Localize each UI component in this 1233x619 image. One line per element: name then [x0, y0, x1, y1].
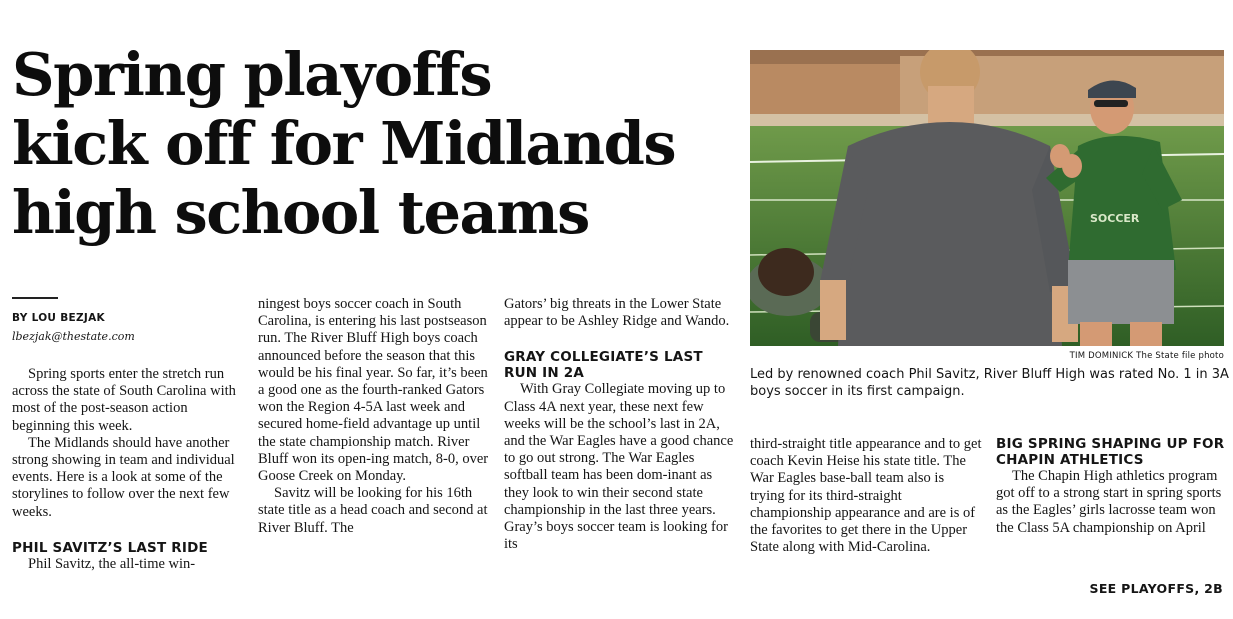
article-column-2 — [258, 296, 490, 537]
headline-line-2: kick off for Midlands — [12, 109, 676, 178]
photo-caption: Led by renowned coach Phil Savitz, River Bluff High was rated No. 1 in 3A boys soccer in its first campaign. — [750, 367, 1229, 399]
subhead-savitz: PHIL SAVITZ’S LAST RIDE — [12, 539, 208, 556]
paragraph: third-straight title appearance and to get coach Kevin Heise his state title. The War Eagles base-ball team also is trying for its third-straight championship appearance and are is of the favorites to get there in the Upper State along with Mid-Carolina. — [750, 436, 982, 556]
photo-credit-source: The State file photo — [1136, 351, 1224, 361]
shirt-text: SOCCER — [1090, 212, 1140, 225]
paragraph: The Chapin High athletics program got off to a strong start in spring sports as the Eagles’ girls lacrosse team won the Class 5A championship on April — [996, 468, 1222, 536]
paragraph: With Gray Collegiate moving up to Class 4A next year, these next few weeks will be the school’s last in 2A, and the War Eagles have a good chance to go out strong. The War Eagles softball team has been dom-inant as they look to win their second state championship in the last three years. Gray’s boys soccer team is looking for its — [504, 381, 734, 553]
article-column-4 — [750, 436, 982, 556]
subhead-gray-collegiate: GRAY COLLEGIATE’S LAST RUN IN 2A — [504, 349, 703, 382]
article-column-5 — [996, 436, 1228, 537]
headline-line-1: Spring playoffs — [12, 40, 492, 109]
jump-line[interactable]: SEE PLAYOFFS, 2B — [1089, 581, 1223, 596]
article-column-3 — [504, 296, 736, 553]
headline-line-3: high school teams — [12, 178, 589, 247]
paragraph: Spring sports enter the stretch run across the state of South Carolina with most of the post-season action beginning this week. — [12, 366, 236, 434]
article-photo — [750, 50, 1224, 346]
paragraph: Gators’ big threats in the Lower State appear to be Ashley Ridge and Wando. — [504, 296, 730, 330]
headline — [12, 40, 742, 247]
photo-credit-name: TIM DOMINICK — [1069, 351, 1134, 361]
subhead-chapin: BIG SPRING SHAPING UP FOR CHAPIN ATHLETICS — [996, 436, 1225, 468]
photo-credit — [1070, 351, 1224, 361]
paragraph: ningest boys soccer coach in South Carolina, is entering his last postseason run. The River Bluff High boys coach announced before the season that this would be his final year. So far, it’s been a good one as the fourth-ranked Gators won the Region 4-5A last week and secured home-field advantage up until the state championship match. River Bluff won its open-ing match, 8-0, over Goose Creek on Monday. — [258, 296, 489, 485]
paragraph: The Midlands should have another strong showing in team and individual events. Here is a look at some of the storylines to follow over the next few weeks. — [12, 434, 235, 520]
article-column-1 — [12, 366, 244, 573]
author-email[interactable]: lbezjak@thestate.com — [12, 330, 135, 343]
byline-rule — [12, 297, 58, 299]
paragraph: Phil Savitz, the all-time win- — [28, 555, 196, 572]
byline: BY LOU BEZJAK — [12, 312, 105, 324]
paragraph: Savitz will be looking for his 16th state title as a head coach and second at River Bluff. The — [258, 485, 488, 536]
